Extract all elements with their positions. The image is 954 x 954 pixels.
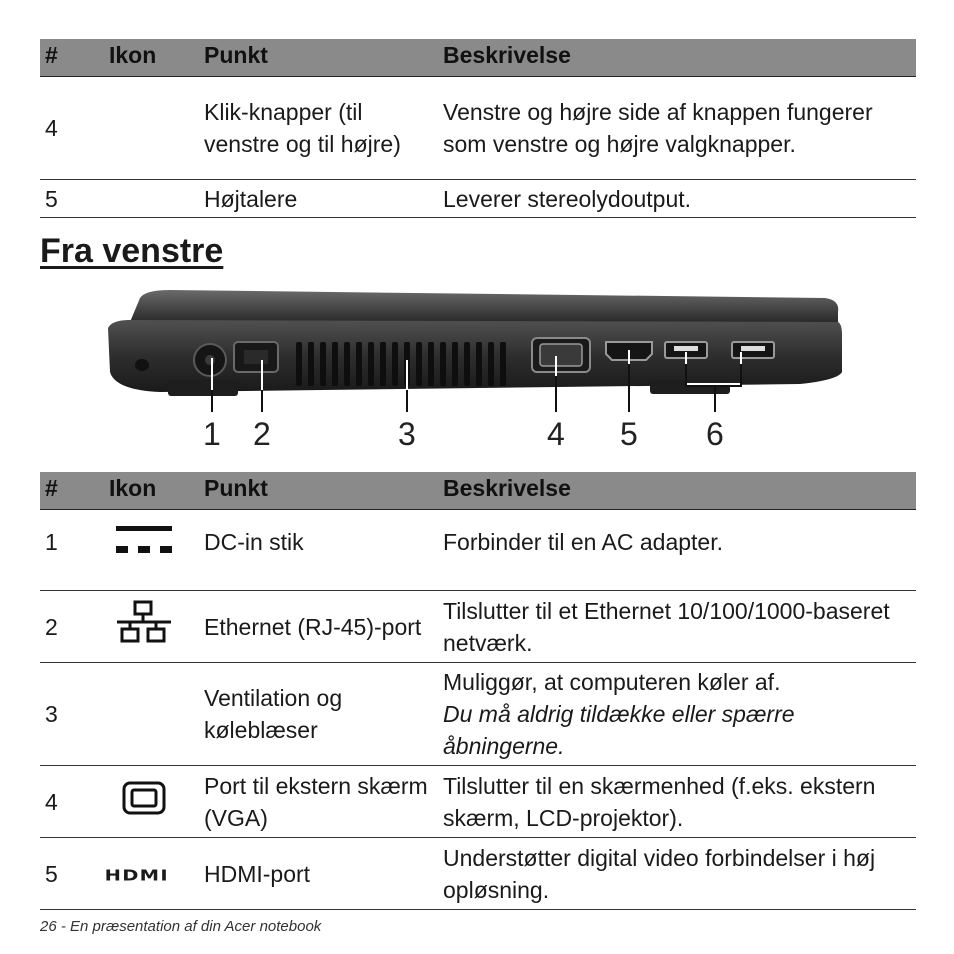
row-desc: Understøtter digital video forbindelser i høj opløsning. — [443, 844, 876, 903]
dc-in-icon — [114, 522, 174, 566]
row-item: Klik-knapper (til venstre og til højre) — [204, 99, 401, 157]
section-title: Fra venstre — [40, 232, 224, 270]
bottom-table — [40, 472, 916, 910]
callout-5: 5 — [620, 416, 638, 452]
row-desc: Muliggør, at computeren køler af. — [443, 669, 781, 695]
callout-2: 2 — [253, 416, 271, 452]
page-footer: 26 - En præsentation af din Acer notebook — [40, 918, 322, 935]
row-desc-group — [443, 666, 913, 762]
header-num: # — [45, 42, 58, 68]
callout-6: 6 — [706, 416, 724, 452]
row-num: 3 — [45, 701, 58, 727]
row-num: 5 — [45, 185, 58, 212]
row-num: 5 — [45, 860, 58, 887]
ethernet-icon — [114, 600, 174, 654]
bottom-table-header — [40, 472, 916, 510]
row-num: 2 — [45, 613, 58, 640]
row-desc: Tilslutter til et Ethernet 10/100/1000-baseret netværk. — [443, 597, 890, 656]
hdmi-icon — [104, 856, 169, 891]
row-item: Ethernet (RJ-45)-port — [204, 613, 422, 640]
callout-3: 3 — [398, 416, 416, 452]
header-num: # — [45, 475, 58, 501]
row-item: Ventilation og køleblæser — [204, 685, 343, 743]
row-item: DC-in stik — [204, 529, 304, 555]
row-num: 4 — [45, 115, 58, 141]
row-num: 1 — [45, 529, 58, 555]
row-item: HDMI-port — [204, 860, 311, 887]
header-icon: Ikon — [109, 42, 157, 68]
top-table-header — [40, 39, 916, 77]
row-item: Port til ekstern skærm (VGA) — [204, 772, 428, 831]
callout-1: 1 — [203, 416, 221, 452]
row-desc: Tilslutter til en skærmenhed (f.eks. ekstern skærm, LCD-projektor). — [443, 772, 876, 831]
header-item: Punkt — [204, 475, 268, 501]
vga-icon — [122, 781, 166, 823]
table-row — [40, 77, 916, 180]
row-desc: Venstre og højre side af knappen fungerer som venstre og højre valgknapper. — [443, 99, 873, 157]
table-row — [40, 766, 916, 838]
row-item: Højtalere — [204, 185, 298, 212]
table-row — [40, 591, 916, 663]
table-row — [40, 510, 916, 591]
top-table — [40, 39, 916, 218]
table-row — [40, 838, 916, 910]
header-item: Punkt — [204, 42, 268, 68]
header-desc: Beskrivelse — [443, 42, 571, 68]
row-desc: Forbinder til en AC adapter. — [443, 529, 723, 555]
table-row — [40, 663, 916, 766]
hdmi-logo-text: HDMI — [104, 866, 169, 884]
row-num: 4 — [45, 788, 58, 815]
header-desc: Beskrivelse — [443, 475, 571, 501]
callout-4: 4 — [547, 416, 565, 452]
table-row — [40, 180, 916, 218]
row-desc: Leverer stereolydoutput. — [443, 185, 692, 212]
row-desc-note: Du må aldrig tildække eller spærre åbningerne. — [443, 701, 795, 759]
header-icon: Ikon — [109, 475, 157, 501]
